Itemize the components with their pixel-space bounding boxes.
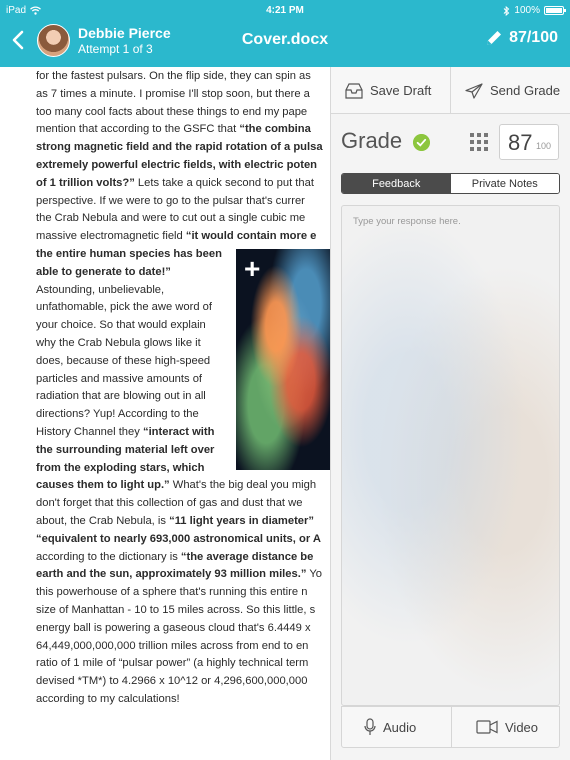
document-line [36, 210, 305, 228]
document-title: Cover.docx [241, 31, 329, 48]
pencil-icon [485, 29, 503, 47]
send-grade-label: Send Grade [490, 83, 561, 98]
document-text-run: particles and massive amounts of [36, 372, 203, 385]
document-text-run: too many cool facts about these things to end my pape [36, 105, 308, 118]
document-text-run: does, because of these high-speed [36, 354, 211, 367]
document-text-run: unfathomable, pick the awe word of [36, 301, 212, 314]
document-line [36, 282, 164, 300]
document-bold-text: of 1 trillion volts?” [36, 176, 135, 189]
document-text-run: massive electromagnetic field [36, 230, 186, 243]
document-line [36, 620, 311, 638]
document-text-run: the Crab Nebula and were to cut out a single cubic me [36, 212, 306, 225]
save-draft-label: Save Draft [370, 83, 432, 98]
inbox-tray-icon [345, 83, 363, 99]
checkmark-icon [413, 134, 430, 151]
save-draft-button[interactable] [345, 67, 431, 114]
document-line [36, 495, 302, 513]
document-text-run: devised *TM*) to 4.2966 x 10^12 or 4,296,600,000,000 [36, 675, 308, 688]
rubric-grid-icon[interactable] [470, 133, 488, 151]
device-label: iPad [6, 5, 27, 16]
document-line [36, 549, 313, 567]
actions-divider [450, 67, 451, 114]
document-text-run: according to my calculations! [36, 693, 180, 705]
document-bold-text: able to generate to date!” [36, 265, 171, 278]
score-value: 87 [508, 130, 533, 155]
document-text-run: mention that according to the GSFC that [36, 123, 240, 136]
document-bold-text: from the exploding stars, which [36, 461, 205, 474]
media-buttons [341, 706, 560, 748]
document-bold-text: the entire human species has been [36, 248, 222, 260]
feedback-tabs [341, 173, 560, 194]
document-viewer[interactable] [0, 67, 330, 760]
tab-private-notes[interactable]: Private Notes [451, 174, 560, 193]
document-text-run: for the fastest pulsars. On the flip side, they can spin as [36, 70, 311, 82]
document-line [36, 246, 222, 264]
document-bold-text: “it would contain more e [185, 230, 317, 243]
score-max: 100 [536, 141, 552, 151]
document-line [36, 655, 308, 673]
document-text-run: What's the big deal you migh [169, 479, 317, 492]
document-line [36, 68, 311, 86]
document-line [36, 139, 323, 157]
status-time: 4:21 PM [266, 5, 304, 16]
document-text-run: Yo [306, 568, 323, 581]
document-text-run: ratio of 1 mile of “pulsar power” (a highly technical term [36, 657, 309, 670]
back-chevron-icon[interactable] [10, 30, 26, 50]
document-text-run: directions? Yup! According to the [36, 408, 199, 421]
grade-row [331, 114, 570, 172]
status-right [503, 5, 564, 16]
document-text-run: your choice. So that would explain [36, 319, 206, 332]
document-bold-text: the surrounding material left over [36, 443, 215, 456]
video-button[interactable] [476, 707, 538, 747]
document-line [36, 477, 316, 495]
document-line [36, 335, 201, 353]
document-text-run: this powerhouse of a sphere that's running this entire n [36, 586, 308, 599]
header-score: 87/100 [509, 29, 558, 46]
paper-plane-icon [465, 83, 483, 99]
document-line [36, 299, 212, 317]
document-text-run: as 7 times a minute. I promise I'll stop soon, but there a [36, 87, 310, 100]
document-line [36, 531, 321, 549]
document-line [36, 460, 204, 478]
battery-icon [544, 6, 564, 15]
document-line [36, 566, 322, 584]
document-bold-text: “the combina [239, 123, 311, 136]
grading-panel [330, 67, 570, 760]
bluetooth-icon [503, 6, 510, 16]
document-line [36, 406, 199, 424]
document-text-run: size of Manhattan - 10 to 15 miles across. So this little, s [36, 604, 316, 616]
document-line [36, 424, 214, 442]
tab-feedback[interactable]: Feedback [342, 174, 451, 193]
document-text-run: perspective. If we were to go to the pulsar that's currer [36, 194, 305, 207]
document-line [36, 121, 311, 139]
feedback-placeholder: Type your response here. [353, 216, 461, 227]
document-line [36, 371, 202, 389]
top-bar [0, 0, 570, 67]
grade-actions [331, 67, 570, 114]
document-line [36, 638, 308, 656]
grade-label: Grade [341, 128, 403, 153]
document-text-run: Astounding, unbelievable, [36, 283, 165, 296]
document-line [36, 193, 305, 211]
document-bold-text: strong magnetic field and the rapid rotation of a pulsa [36, 141, 323, 154]
document-line [36, 317, 206, 335]
header-score-button[interactable] [485, 29, 558, 47]
document-text-run: radiation that are blowing out in all [36, 390, 206, 403]
audio-label: Audio [383, 719, 417, 735]
video-label: Video [505, 719, 539, 735]
document-line [36, 86, 310, 104]
document-line [36, 388, 206, 406]
document-line [36, 442, 214, 460]
document-line [36, 228, 316, 246]
document-text-run: energy ball is powering a gaseous cloud that's 6.4449 x [36, 621, 311, 634]
document-line [36, 673, 307, 691]
document-line [36, 104, 307, 122]
document-bold-text: “equivalent to nearly 693,000 astronomical units, or A [36, 532, 321, 545]
document-bold-text: “the average distance be [180, 550, 314, 563]
document-line [36, 264, 171, 282]
document-bold-text: earth and the sun, approximately 93 million miles.” [36, 568, 307, 581]
document-text-run: don't forget that this collection of gas and dust that we [36, 497, 303, 510]
student-avatar[interactable] [37, 24, 70, 57]
student-name[interactable]: Debbie Pierce [78, 25, 171, 41]
battery-percent: 100% [514, 5, 540, 16]
crab-nebula-image[interactable] [236, 249, 330, 470]
document-text-run: about, the Crab Nebula, is [36, 515, 170, 527]
status-bar [0, 0, 570, 20]
send-grade-button[interactable] [465, 67, 560, 114]
microphone-icon [364, 718, 376, 736]
document-line [36, 353, 210, 371]
video-camera-icon [476, 720, 498, 734]
document-bold-text: causes them to light up.” [36, 479, 170, 492]
attempt-label[interactable]: Attempt 1 of 3 [78, 42, 153, 56]
document-line [36, 584, 307, 602]
document-bold-text: “interact with [142, 426, 215, 438]
feedback-textarea[interactable] [341, 205, 560, 706]
audio-button[interactable] [364, 707, 416, 747]
document-bold-text: “11 light years in diameter” [169, 515, 314, 527]
document-text-run: according to the dictionary is [36, 550, 181, 563]
plus-icon[interactable]: + [244, 253, 261, 284]
document-text-run: History Channel they [36, 426, 143, 438]
document-line [36, 602, 315, 620]
score-input[interactable] [499, 124, 559, 160]
document-text-run: Lets take a quick second to put that [134, 176, 314, 189]
document-text-run: why the Crab Nebula glows like it [36, 337, 201, 349]
document-line [36, 175, 314, 193]
document-line [36, 513, 314, 531]
document-bold-text: extremely powerful electric fields, with electric poten [36, 159, 318, 171]
document-line [36, 691, 180, 709]
media-divider [451, 707, 452, 747]
document-line [36, 157, 317, 175]
document-text-run: 64,449,000,000,000 trillion miles across from end to en [36, 639, 309, 652]
